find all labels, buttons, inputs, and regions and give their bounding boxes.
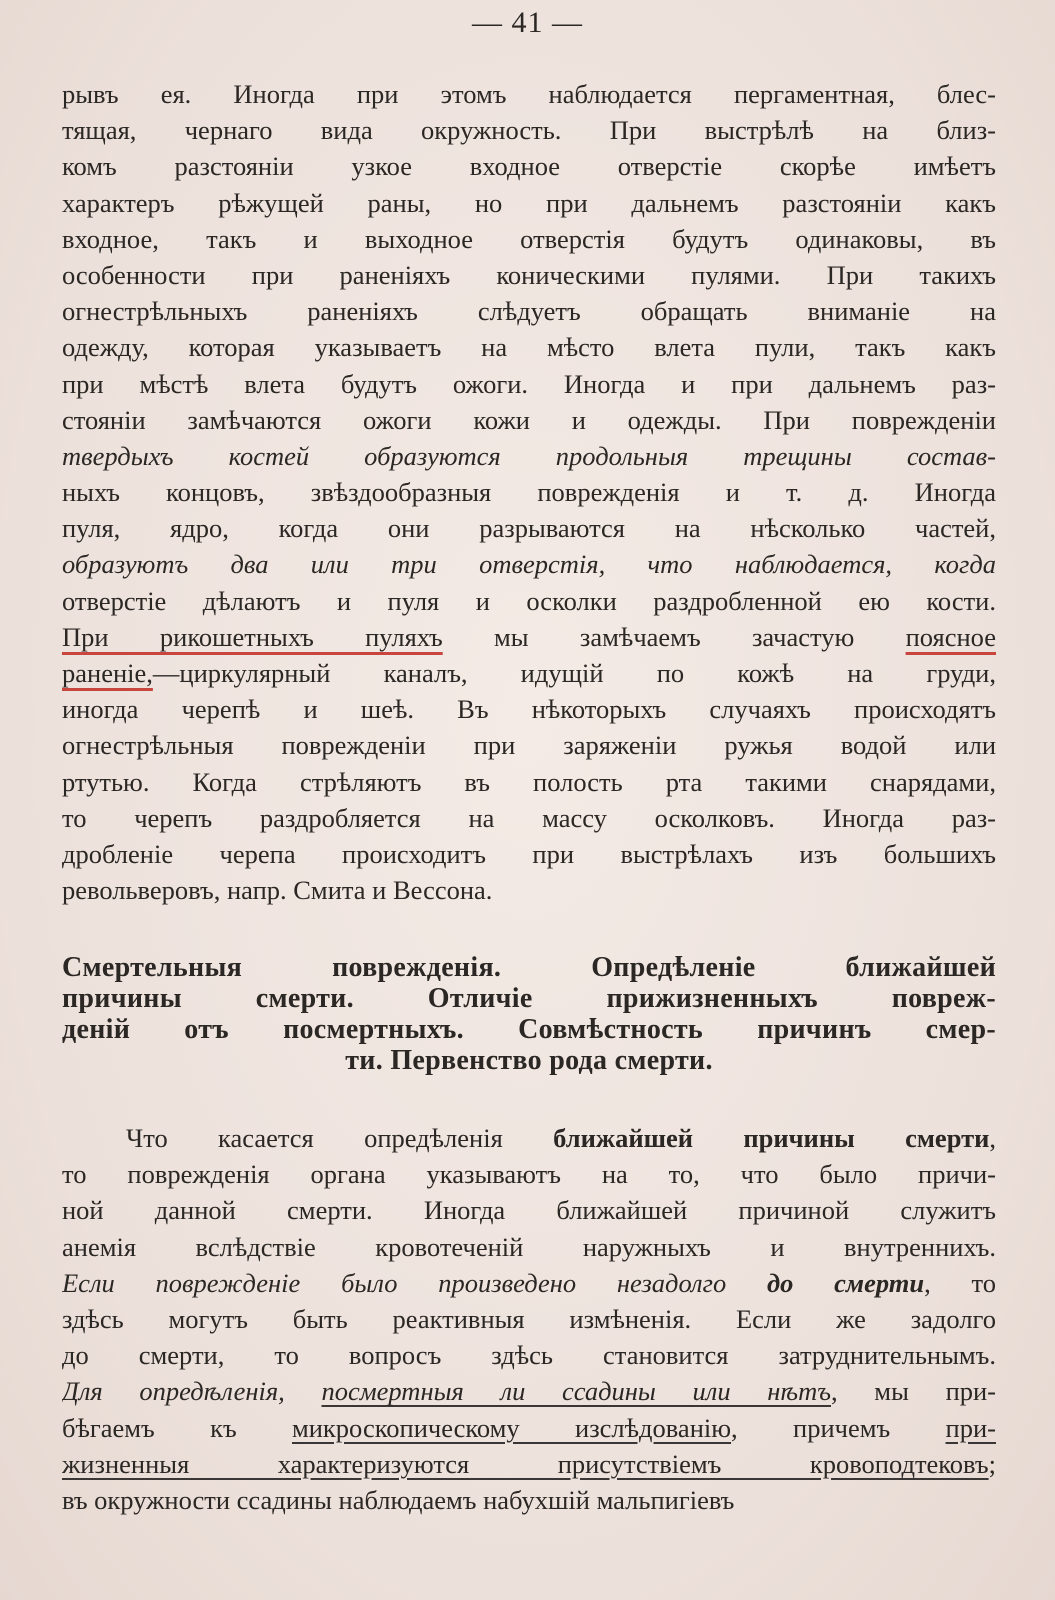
text-line: Для опредѣленія, посмертныя ли ссадины или нѣтъ, мы при-	[62, 1376, 996, 1407]
text-line: ртутью. Когда стрѣляютъ въ полость рта такими снарядами,	[62, 766, 996, 797]
text-line: ныхъ концовъ, звѣздообразныя поврежденія и т. д. Иногда	[62, 477, 996, 508]
text-line: особенности при раненіяхъ коническими пулями. При такихъ	[62, 259, 996, 290]
text-line: рывъ ея. Иногда при этомъ наблюдается пергаментная, блес-	[62, 79, 996, 109]
underlined-phrase: посмертныя ли ссадины или нѣтъ	[321, 1376, 831, 1407]
text-line: то черепъ раздробляется на массу осколковъ. Иногда раз-	[62, 802, 996, 833]
underlined-phrase: при-	[945, 1412, 996, 1443]
text-line: въ окружности ссадины наблюдаемъ набухшій мальпигіевъ	[62, 1484, 735, 1515]
text-line: иногда черепѣ и шеѣ. Въ нѣкоторыхъ случаяхъ происходятъ	[62, 694, 996, 725]
text-line: тящая, чернаго вида окружность. При выстрѣлѣ на близ-	[62, 115, 996, 146]
text-line: ной данной смерти. Иногда ближайшей причиной служитъ	[62, 1195, 996, 1226]
text-line: при мѣстѣ влета будутъ ожоги. Иногда и при дальнемъ раз-	[62, 368, 996, 399]
text-line: бѣгаемъ къ микроскопическому изслѣдованію, причемъ при-	[62, 1412, 996, 1443]
text-line: стояніи замѣчаются ожоги кожи и одежды. При поврежденіи	[62, 404, 996, 435]
text-line: образуютъ два или три отверстія, что наблюдается, когда	[62, 549, 996, 580]
heading-line: деній отъ посмертныхъ. Совмѣстность причинъ смер-	[62, 1014, 996, 1045]
text-line: до смерти, то вопросъ здѣсь становится затруднительнымъ.	[62, 1340, 996, 1371]
heading-line: Смертельныя поврежденія. Опредѣленіе ближайшей	[62, 952, 996, 983]
paragraph-cause-of-death	[62, 1120, 996, 1518]
text-line: пуля, ядро, когда они разрываются на нѣсколько частей,	[62, 513, 996, 544]
text-line: то поврежденія органа указываютъ на то, что было причи-	[62, 1159, 996, 1190]
heading-line: ти. Первенство рода смерти.	[345, 1045, 713, 1076]
underlined-phrase: жизненныя характеризуются присутствіемъ кровоподтековъ	[62, 1448, 989, 1479]
text-line: отверстіе дѣлаютъ и пуля и осколки раздробленной ею кости.	[62, 585, 996, 616]
text-line: огнестрѣльныхъ раненіяхъ слѣдуетъ обращать вниманіе на	[62, 296, 996, 327]
text-line: раненіе,—циркулярный каналъ, идущій по кожѣ на груди,	[62, 658, 996, 688]
text-line: комъ разстояніи узкое входное отверстіе скорѣе имѣетъ	[62, 151, 996, 182]
text-line: одежду, которая указываетъ на мѣсто влета пули, такъ какъ	[62, 332, 996, 363]
heading-line: причины смерти. Отличіе прижизненныхъ повреж-	[62, 983, 996, 1014]
page-number: — 41 —	[472, 6, 583, 39]
text-line: Что касается опредѣленія ближайшей причины смерти,	[126, 1123, 996, 1153]
section-heading	[62, 952, 996, 1076]
text-line: огнестрѣльныя поврежденіи при заряженіи ружья водой или	[62, 730, 996, 761]
text-line: анемія вслѣдствіе кровотеченій наружныхъ и внутреннихъ.	[62, 1231, 996, 1262]
text-line: жизненныя характеризуются присутствіемъ кровоподтековъ;	[62, 1448, 996, 1479]
underlined-phrase: микроскопическому изслѣдованію	[291, 1412, 732, 1443]
underlined-phrase: раненіе,	[62, 658, 153, 688]
underlined-phrase: поясное	[905, 621, 996, 652]
text-line: При рикошетныхъ пуляхъ мы замѣчаемъ зачастую поясное	[62, 621, 996, 652]
text-line: револьверовъ, напр. Смита и Вессона.	[62, 875, 493, 906]
underlined-phrase: При рикошетныхъ пуляхъ	[62, 621, 443, 652]
text-line: здѣсь могутъ быть реактивныя измѣненія. Если же задолго	[62, 1303, 996, 1334]
text-line: характеръ рѣжущей раны, но при дальнемъ разстояніи какъ	[62, 187, 996, 218]
text-line: Если поврежденіе было произведено незадолго до смерти, то	[62, 1267, 996, 1298]
text-line: входное, такъ и выходное отверстія будутъ одинаковы, въ	[62, 223, 996, 254]
paragraph-bullet-wounds	[62, 76, 996, 908]
text-line: дробленіе черепа происходитъ при выстрѣлахъ изъ большихъ	[62, 838, 996, 869]
text-line: твердыхъ костей образуются продольныя трещины состав-	[62, 440, 996, 471]
